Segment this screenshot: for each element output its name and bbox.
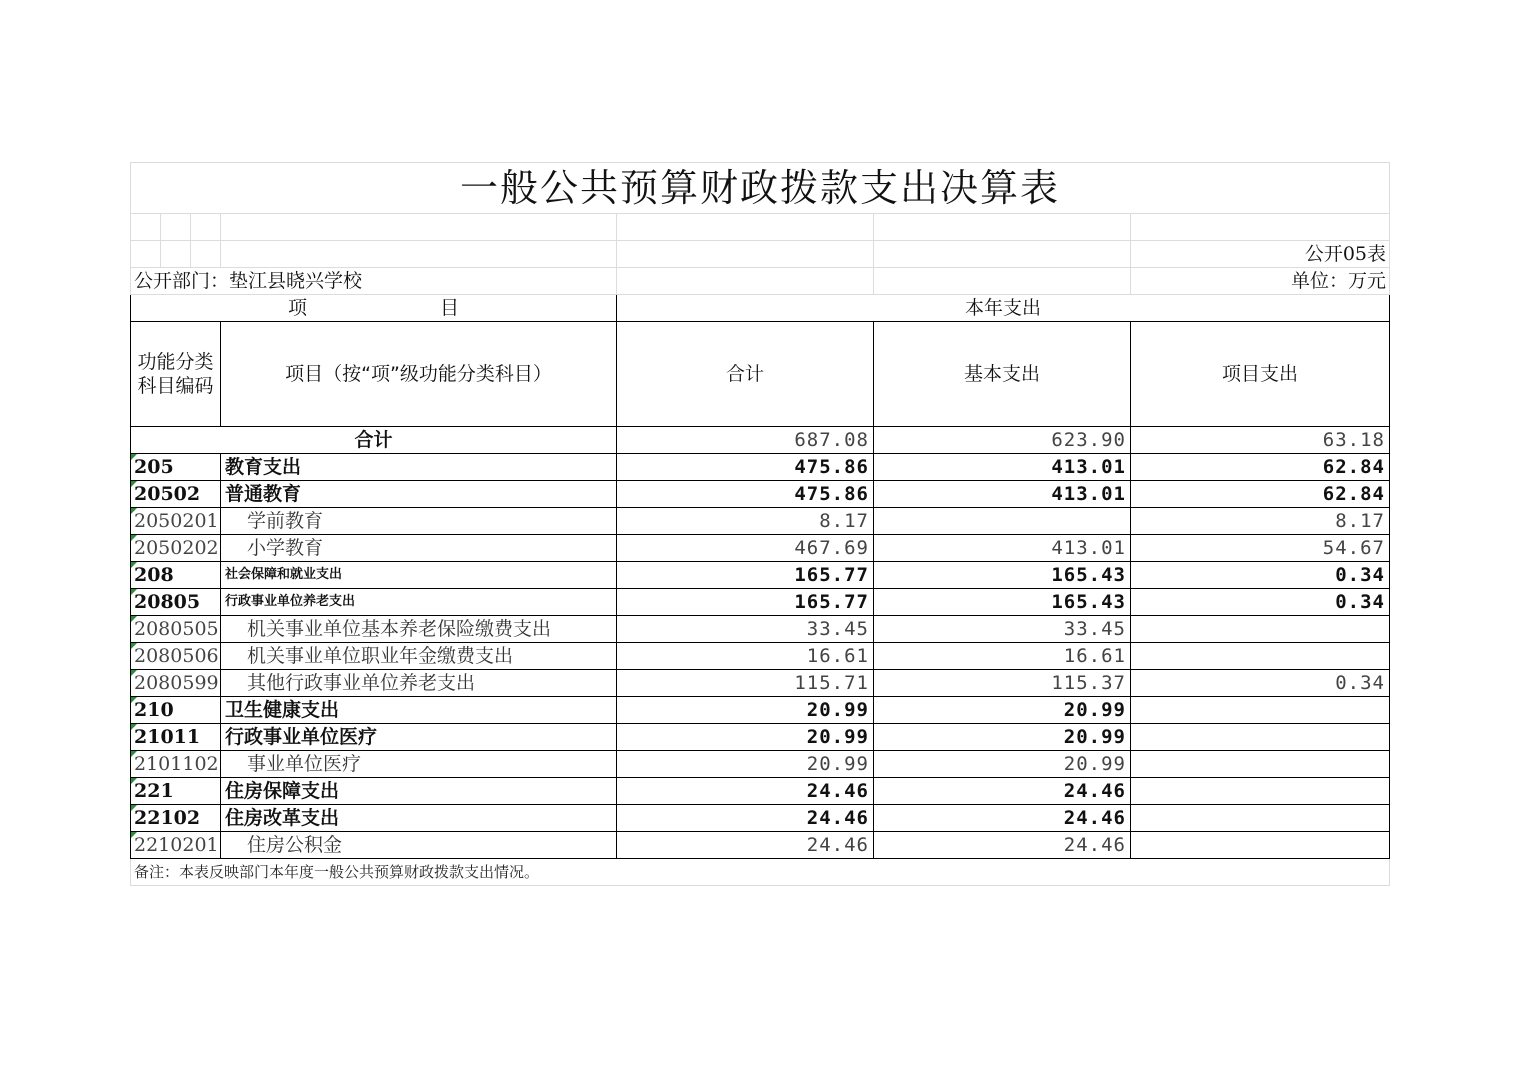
table-row [131, 697, 1390, 724]
row-basic: 24.46 [874, 805, 1131, 832]
row-project [1131, 778, 1390, 805]
row-name: 卫生健康支出 [221, 697, 617, 724]
row-total: 475.86 [617, 454, 874, 481]
row-basic: 24.46 [874, 778, 1131, 805]
table-number: 公开05表 [1131, 241, 1390, 268]
row-total: 8.17 [617, 508, 874, 535]
header-code: 功能分类科目编码 [131, 322, 221, 427]
row-code: 20502 [131, 481, 221, 508]
row-basic: 33.45 [874, 616, 1131, 643]
spreadsheet [130, 162, 1389, 886]
row-project [1131, 643, 1390, 670]
row-name: 住房保障支出 [221, 778, 617, 805]
row-basic: 16.61 [874, 643, 1131, 670]
row-project [1131, 724, 1390, 751]
row-basic: 413.01 [874, 454, 1131, 481]
table-row [131, 805, 1390, 832]
row-basic: 413.01 [874, 535, 1131, 562]
row-total: 20.99 [617, 751, 874, 778]
row-project: 0.34 [1131, 589, 1390, 616]
row-total: 115.71 [617, 670, 874, 697]
total-row [131, 427, 1390, 454]
table-row [131, 589, 1390, 616]
row-code: 221 [131, 778, 221, 805]
row-project [1131, 805, 1390, 832]
row-project: 54.67 [1131, 535, 1390, 562]
row-name: 行政事业单位养老支出 [221, 589, 617, 616]
row-total: 475.86 [617, 481, 874, 508]
row-project [1131, 697, 1390, 724]
row-name: 住房公积金 [221, 832, 617, 859]
table-row [131, 724, 1390, 751]
row-total: 24.46 [617, 805, 874, 832]
row-project: 8.17 [1131, 508, 1390, 535]
total-row-label: 合计 [131, 427, 617, 454]
row-name: 机关事业单位基本养老保险缴费支出 [221, 616, 617, 643]
table-row [131, 616, 1390, 643]
header-total: 合计 [617, 322, 874, 427]
table-row [131, 508, 1390, 535]
row-name: 其他行政事业单位养老支出 [221, 670, 617, 697]
row-total: 33.45 [617, 616, 874, 643]
row-basic: 165.43 [874, 562, 1131, 589]
unit-label: 单位：万元 [1131, 268, 1390, 295]
row-name: 机关事业单位职业年金缴费支出 [221, 643, 617, 670]
row-name: 小学教育 [221, 535, 617, 562]
row-code: 22102 [131, 805, 221, 832]
row-project [1131, 832, 1390, 859]
row-project: 0.34 [1131, 562, 1390, 589]
row-basic [874, 508, 1131, 535]
row-basic: 20.99 [874, 724, 1131, 751]
row-basic: 24.46 [874, 832, 1131, 859]
row-code: 205 [131, 454, 221, 481]
row-project [1131, 751, 1390, 778]
table-row [131, 643, 1390, 670]
row-code: 2080599 [131, 670, 221, 697]
table-row [131, 454, 1390, 481]
row-name: 行政事业单位医疗 [221, 724, 617, 751]
row-name: 事业单位医疗 [221, 751, 617, 778]
table-row [131, 670, 1390, 697]
row-code: 2080505 [131, 616, 221, 643]
row-basic: 413.01 [874, 481, 1131, 508]
total-row-project: 63.18 [1131, 427, 1390, 454]
table-row [131, 751, 1390, 778]
table-row [131, 778, 1390, 805]
department-label: 公开部门：垫江县晓兴学校 [131, 268, 617, 295]
table-row [131, 535, 1390, 562]
row-total: 24.46 [617, 778, 874, 805]
row-total: 20.99 [617, 697, 874, 724]
table-row [131, 481, 1390, 508]
row-project: 62.84 [1131, 481, 1390, 508]
data-rows [131, 454, 1390, 859]
row-project [1131, 616, 1390, 643]
row-code: 210 [131, 697, 221, 724]
row-total: 24.46 [617, 832, 874, 859]
row-name: 教育支出 [221, 454, 617, 481]
row-code: 2101102 [131, 751, 221, 778]
row-code: 2050201 [131, 508, 221, 535]
row-code: 2080506 [131, 643, 221, 670]
row-total: 16.61 [617, 643, 874, 670]
row-total: 165.77 [617, 589, 874, 616]
row-code: 2050202 [131, 535, 221, 562]
row-name: 住房改革支出 [221, 805, 617, 832]
row-total: 165.77 [617, 562, 874, 589]
row-total: 467.69 [617, 535, 874, 562]
table-row [131, 832, 1390, 859]
page-title: 一般公共预算财政拨款支出决算表 [131, 163, 1390, 214]
row-basic: 165.43 [874, 589, 1131, 616]
header-name: 项目（按“项”级功能分类科目） [221, 322, 617, 427]
row-code: 208 [131, 562, 221, 589]
row-project: 0.34 [1131, 670, 1390, 697]
row-code: 21011 [131, 724, 221, 751]
row-code: 2210201 [131, 832, 221, 859]
header-basic: 基本支出 [874, 322, 1131, 427]
row-basic: 115.37 [874, 670, 1131, 697]
total-row-basic: 623.90 [874, 427, 1131, 454]
total-row-total: 687.08 [617, 427, 874, 454]
row-basic: 20.99 [874, 751, 1131, 778]
header-item: 项 目 [131, 295, 617, 322]
row-basic: 20.99 [874, 697, 1131, 724]
row-project: 62.84 [1131, 454, 1390, 481]
table-note: 备注：本表反映部门本年度一般公共预算财政拨款支出情况。 [131, 859, 1390, 886]
row-name: 普通教育 [221, 481, 617, 508]
row-total: 20.99 [617, 724, 874, 751]
row-code: 20805 [131, 589, 221, 616]
budget-table [130, 162, 1390, 886]
row-name: 学前教育 [221, 508, 617, 535]
header-year-expense: 本年支出 [617, 295, 1390, 322]
header-project: 项目支出 [1131, 322, 1390, 427]
table-row [131, 562, 1390, 589]
row-name: 社会保障和就业支出 [221, 562, 617, 589]
